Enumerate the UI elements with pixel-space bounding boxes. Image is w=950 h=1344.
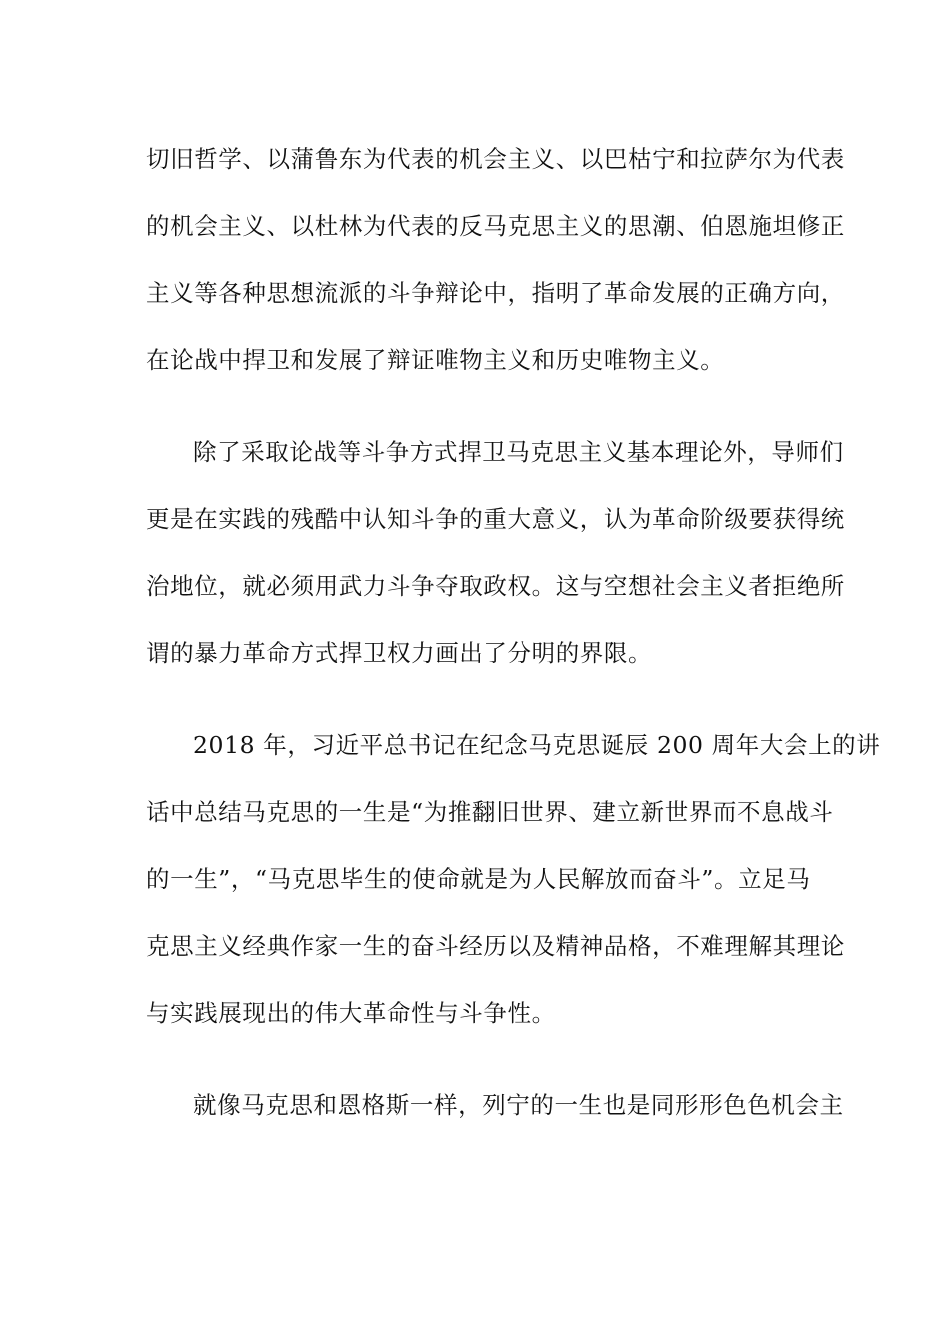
paragraph-4 [146, 1072, 844, 1139]
paragraph-3-line-1: 2018 年，习近平总书记在纪念马克思诞辰 200 周年大会上的讲 [193, 731, 881, 759]
paragraph-2-line-4: 谓的暴力革命方式捍卫权力画出了分明的界限。 [146, 639, 653, 667]
document-body [146, 126, 881, 1139]
paragraph-1 [146, 126, 845, 394]
paragraph-4-line-1: 就像马克思和恩格斯一样，列宁的一生也是同形形色色机会主 [193, 1091, 844, 1119]
paragraph-3 [146, 712, 881, 1047]
paragraph-1-line-3: 主义等各种思想流派的斗争辩论中，指明了革命发展的正确方向， [146, 279, 845, 307]
paragraph-3-line-4: 克思主义经典作家一生的奋斗经历以及精神品格，不难理解其理论 [146, 932, 845, 960]
paragraph-3-line-2: 话中总结马克思的一生是“为推翻旧世界、建立新世界而不息战斗 [146, 798, 834, 826]
paragraph-3-line-5: 与实践展现出的伟大革命性与斗争性。 [146, 999, 556, 1027]
paragraph-2-line-3: 治地位，就必须用武力斗争夺取政权。这与空想社会主义者拒绝所 [146, 572, 845, 600]
paragraph-1-line-1: 切旧哲学、以蒲鲁东为代表的机会主义、以巴枯宁和拉萨尔为代表 [146, 145, 845, 173]
paragraph-3-line-3: 的一生”，“马克思毕生的使命就是为人民解放而奋斗”。立足马 [146, 865, 811, 893]
paragraph-2-line-1: 除了采取论战等斗争方式捍卫马克思主义基本理论外，导师们 [193, 438, 844, 466]
paragraph-2-line-2: 更是在实践的残酷中认知斗争的重大意义，认为革命阶级要获得统 [146, 505, 845, 533]
paragraph-2 [146, 419, 845, 687]
paragraph-1-line-2: 的机会主义、以杜林为代表的反马克思主义的思潮、伯恩施坦修正 [146, 212, 845, 240]
paragraph-1-line-4: 在论战中捍卫和发展了辩证唯物主义和历史唯物主义。 [146, 346, 725, 374]
